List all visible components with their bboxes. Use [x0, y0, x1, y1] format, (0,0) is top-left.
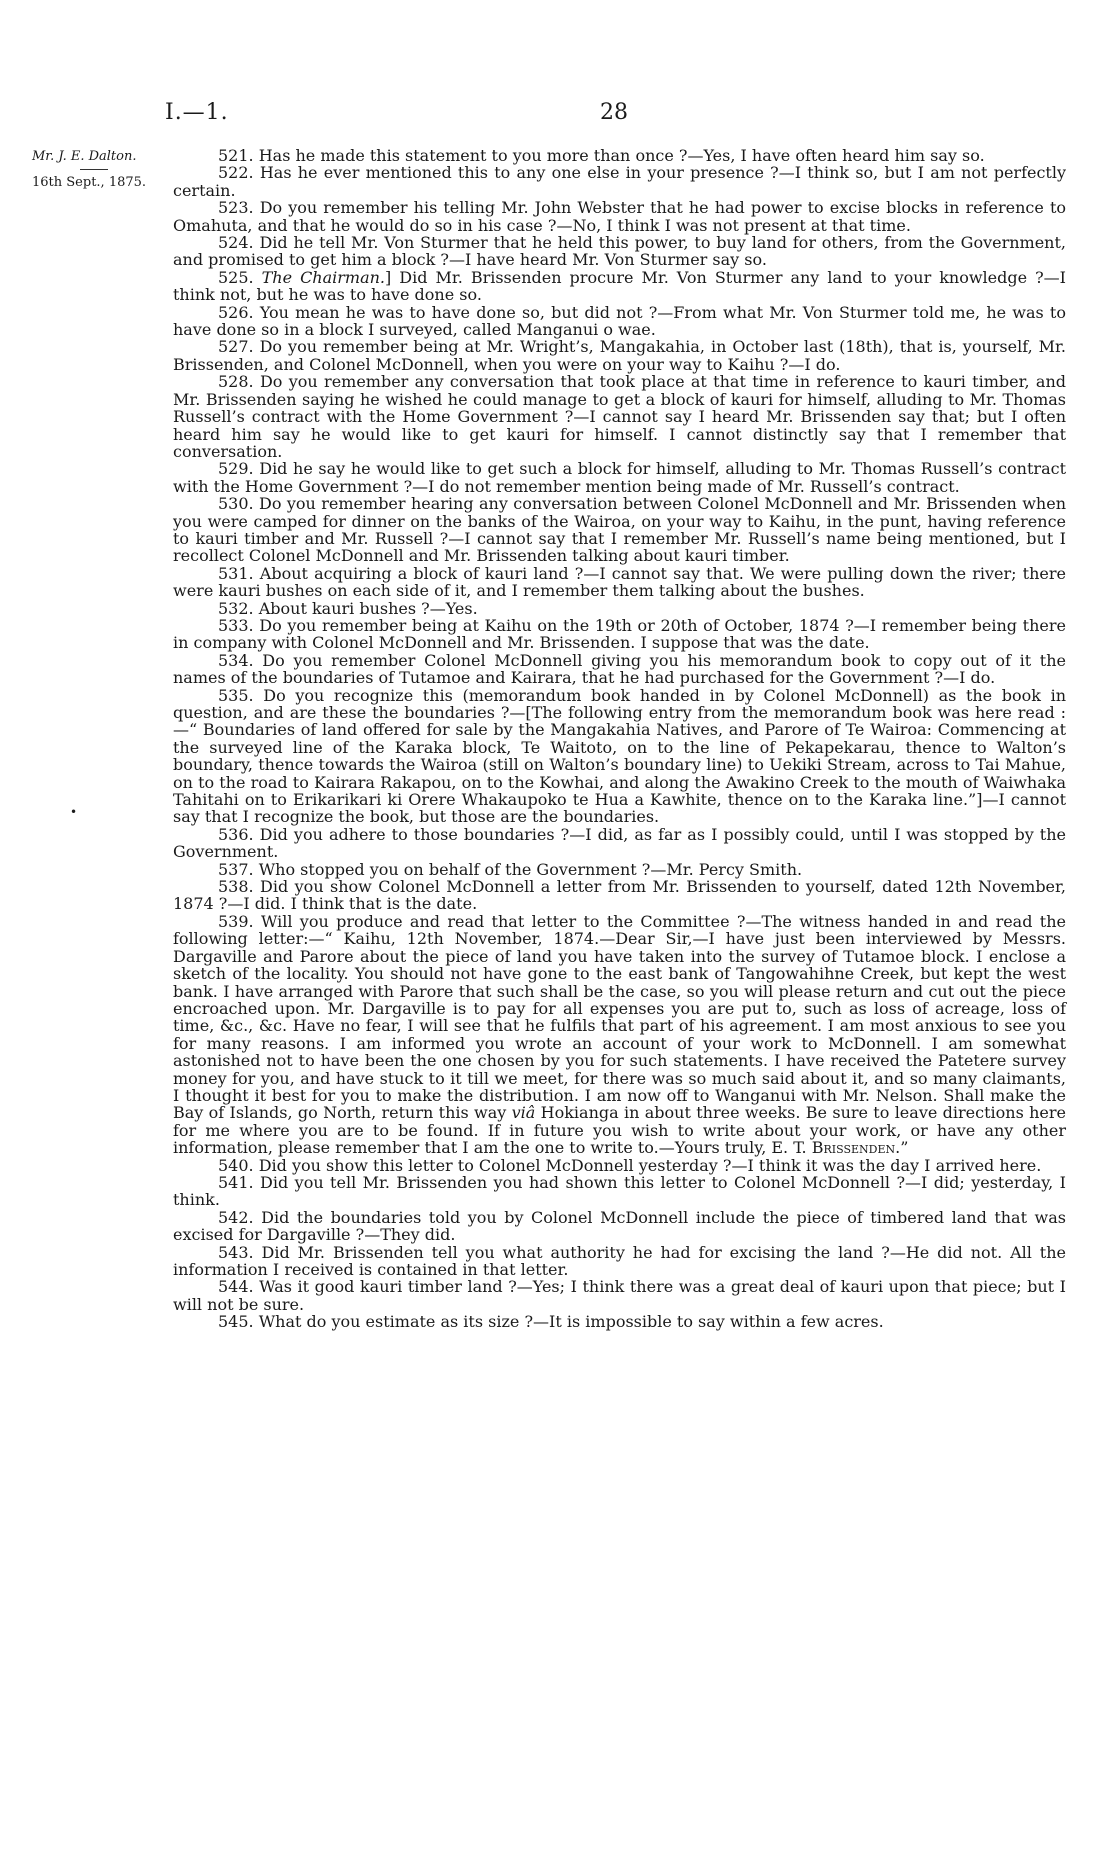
paragraph-text: 522. Has he ever mentioned this to any one else in your presence ?—I think so, but I am not perfectly certain.	[173, 163, 1066, 200]
testimony-paragraph	[173, 495, 1066, 565]
paragraph-text: Hokianga in about three weeks. Be sure to leave directions here for me where you are to be found. If in future you wish to write about your work, or have any other information, please remember that I am the one to write to.—Yours truly, E. T.	[173, 1103, 1066, 1158]
paragraph-text: 531. About acquiring a block of kauri land ?—I cannot say that. We were pulling down the river; there were kauri bushes on each side of it, and I remember them talking about the bushes.	[173, 563, 1066, 601]
testimony-paragraph	[173, 373, 1066, 460]
testimony-paragraph	[173, 913, 1066, 1157]
paragraph-text: 534. Do you remember Colonel McDonnell giving you his memorandum book to copy out of it the names of the boundaries of Tutamoe and Kairara, that he had purchased for the Government ?—I do.	[173, 650, 1066, 688]
document-reference: I.—1.	[165, 100, 229, 125]
paragraph-text: 535. Do you recognize this (memorandum book handed in by Colonel McDonnell) as the book in question, and are these the boundaries ?—[The following entry from the memorandum book was here read :—“ Boundaries of land offered for sale by the Mangakahia Natives, and Parore of Te Wairoa: Commencing at the surveyed line of the Karaka block, Te Waitoto, on to the line of Pekapekarau, thence to Walton’s boundary, thence towards the Wairoa (still on Walton’s boundary line) to Uekiki Stream, across to Tai Mahue, on to the road to Kairara Rakapou, on to the Kowhai, and along the Awakino Creek to the mouth of Waiwhaka Tahitahi on to Erikarikari ki Orere Whakaupoko te Hua a Kawhite, thence on to the Karaka line.”]—I cannot say that I recognize the book, but those are the boundaries.	[173, 685, 1066, 827]
testimony-paragraph	[173, 1278, 1066, 1313]
paragraph-text: 539. Will you produce and read that letter to the Committee ?—The witness handed in and read the following letter:—“ Kaihu, 12th November, 1874.—Dear Sir,—I have just been interviewed by Messrs. Dargaville and Parore about the piece of land you have taken into the survey of Tutamoe block. I enclose a sketch of the locality. You should not have gone to the east bank of Tangowahihne Creek, but kept the west bank. I have arranged with Parore that such shall be the case, so you will please return and cut out the piece encroached upon. Mr. Dargaville is to pay for all expenses you are put to, such as loss of acreage, loss of time, &c., &c. Have no fear, I will see that he fulfils that part of his agreement. I am most anxious to see you for many reasons. I am informed you wrote an account of your work to McDonnell. I am somewhat astonished not to have been the one chosen by you for such statements. I have received the Patetere survey money for you, and have stuck to it till we meet, for there was so much said about it, and so many claimants, I thought it best for you to make the distribution. I am now off to Wanganui with Mr. Nelson. Shall make the Bay of Islands, go North, return this way	[173, 911, 1066, 1123]
paragraph-text: 532. About kauri bushes ?—Yes.	[218, 598, 478, 618]
testimony-paragraph	[173, 687, 1066, 826]
testimony-paragraph	[173, 878, 1066, 913]
paragraph-text: 533. Do you remember being at Kaihu on the 19th or 20th of October, 1874 ?—I remember being there in company with Colonel McDonnell and Mr. Brissenden. I suppose that was the date.	[173, 615, 1066, 653]
page-number: 28	[600, 100, 628, 125]
testimony-paragraph	[173, 861, 1066, 878]
testimony-paragraph	[173, 1313, 1066, 1330]
paragraph-text: 526. You mean he was to have done so, but did not ?—From what Mr. Von Sturmer told me, he was to have done so in a block I surveyed, called Manganui o wae.	[173, 302, 1066, 340]
paragraph-text: ] Did Mr. Brissenden procure Mr. Von Sturmer any land to your knowledge ?—I think not, but he was to have done so.	[173, 267, 1066, 305]
paragraph-text: 521. Has he made this statement to you more than once ?—Yes, I have often heard him say so.	[218, 146, 985, 165]
paragraph-text: 541. Did you tell Mr. Brissenden you had shown this letter to Colonel McDonnell ?—I did; yesterday, I think.	[173, 1172, 1066, 1210]
paragraph-text: 543. Did Mr. Brissenden tell you what authority he had for excising the land ?—He did not. All the information I received is contained in that letter.	[173, 1242, 1066, 1279]
testimony-body	[173, 147, 1066, 1331]
margin-rule	[80, 169, 108, 170]
testimony-paragraph	[173, 460, 1066, 495]
testimony-paragraph	[173, 304, 1066, 339]
testimony-paragraph	[173, 1244, 1066, 1279]
paragraph-text: 540. Did you show this letter to Colonel McDonnell yesterday ?—I think it was the day I arrived here.	[218, 1155, 1042, 1175]
paragraph-text: 530. Do you remember hearing any conversation between Colonel McDonnell and Mr. Brissenden when you were camped for dinner on the banks of the Wairoa, on your way to Kaihu, in the punt, having reference to kauri timber and Mr. Russell ?—I cannot say that I remember Mr. Russell’s name being mentioned, but I recollect Colonel McDonnell and Mr. Brissenden talking about kauri timber.	[173, 494, 1066, 566]
paragraph-text: 544. Was it good kauri timber land ?—Yes; I think there was a great deal of kauri upon that piece; but I will not be sure.	[173, 1277, 1066, 1314]
paragraph-text: 545. What do you estimate as its size ?—It is impossible to say within a few acres.	[218, 1312, 884, 1332]
paragraph-text: The Chairman.	[261, 267, 386, 287]
paragraph-text: 536. Did you adhere to those boundaries ?—I did, as far as I possibly could, until I was stopped by the Government.	[173, 824, 1066, 862]
witness-name: Mr. J. E. Dalton.	[32, 149, 137, 164]
paragraph-text: 538. Did you show Colonel McDonnell a letter from Mr. Brissenden to yourself, dated 12th November, 1874 ?—I did. I think that is the date.	[173, 877, 1066, 914]
paragraph-text: 537. Who stopped you on behalf of the Government ?—Mr. Percy Smith.	[218, 859, 803, 879]
testimony-paragraph	[173, 199, 1066, 234]
testimony-paragraph	[173, 652, 1066, 687]
testimony-paragraph	[173, 565, 1066, 600]
paragraph-text: .”	[895, 1138, 909, 1158]
paragraph-text: Brissenden	[811, 1138, 896, 1158]
testimony-paragraph	[173, 338, 1066, 373]
testimony-paragraph	[173, 164, 1066, 199]
margin-note	[32, 148, 182, 192]
paragraph-text: 523. Do you remember his telling Mr. John Webster that he had power to excise blocks in reference to Omahuta, and that he would do so in his case ?—No, I think I was not present at that time.	[173, 198, 1066, 235]
paragraph-text: viâ	[511, 1103, 536, 1123]
testimony-paragraph	[173, 147, 1066, 164]
paragraph-text: 524. Did he tell Mr. Von Sturmer that he held this power, to buy land for others, from the Government, and promised to get him a block ?—I have heard Mr. Von Sturmer say so.	[173, 233, 1066, 270]
hearing-date: 16th Sept., 1875.	[32, 175, 147, 190]
testimony-paragraph	[173, 234, 1066, 269]
testimony-paragraph	[173, 617, 1066, 652]
testimony-paragraph	[173, 1157, 1066, 1174]
paragraph-text: 542. Did the boundaries told you by Colonel McDonnell include the piece of timbered land that was excised for Dargaville ?—They did.	[173, 1207, 1066, 1245]
paragraph-text: 529. Did he say he would like to get such a block for himself, alluding to Mr. Thomas Russell’s contract with the Home Government ?—I do not remember mention being made of Mr. Russell’s contract.	[173, 459, 1066, 496]
paragraph-text: 528. Do you remember any conversation that took place at that time in reference to kauri timber, and Mr. Brissenden saying he wished he could manage to get a block of kauri for himself, alluding to Mr. Thomas Russell’s contract with the Home Government ?—I cannot say I heard Mr. Brissenden say that; but I often heard him say he would like to get kauri for himself. I cannot distinctly say that I remember that conversation.	[173, 372, 1066, 461]
testimony-paragraph	[173, 1209, 1066, 1244]
paragraph-text: 527. Do you remember being at Mr. Wright’s, Mangakahia, in October last (18th), that is, yourself, Mr. Brissenden, and Colonel McDonnell, when you were on your way to Kaihu ?—I do.	[173, 337, 1066, 374]
testimony-paragraph	[173, 1174, 1066, 1209]
testimony-paragraph	[173, 269, 1066, 304]
testimony-paragraph	[173, 600, 1066, 617]
testimony-paragraph	[173, 826, 1066, 861]
margin-mark: •	[70, 805, 78, 819]
paragraph-text: 525.	[218, 267, 262, 287]
